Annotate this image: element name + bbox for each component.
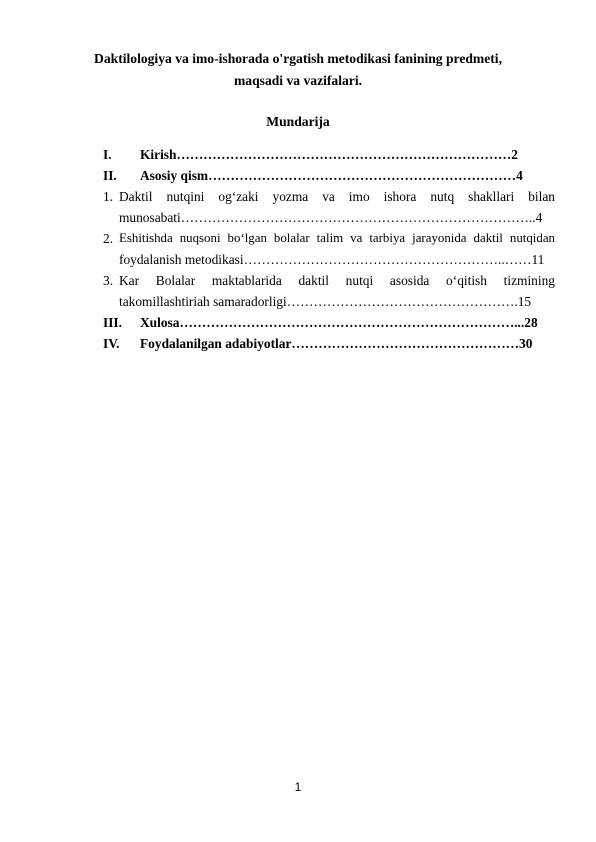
toc-entry-conclusion bbox=[103, 312, 555, 333]
toc-heading: Mundarija bbox=[266, 114, 330, 129]
toc-subentry-3-cont bbox=[103, 291, 555, 312]
toc-subentry-2 bbox=[103, 228, 555, 249]
toc-entry-intro bbox=[103, 144, 555, 165]
toc-text: Asosiy qism……………………………………………………………4 bbox=[140, 168, 523, 183]
toc-subentry-3 bbox=[103, 270, 555, 291]
toc-text: Foydalanilgan adabiyotlar……………………………………………30 bbox=[140, 336, 533, 351]
toc-subentry-2-cont bbox=[103, 249, 555, 270]
toc-text: Kirish…………………………………………………………………2 bbox=[140, 147, 518, 162]
toc-entry-references bbox=[103, 333, 555, 354]
toc-text-line-1: Daktil nutqini og‘zaki yozma va imo ishora nutq shakllari bilan bbox=[119, 189, 555, 204]
toc-text: Xulosa…………………………………………………………………...28 bbox=[140, 315, 538, 330]
toc-text-line-2: takomillashtiriah samaradorligi…………………………………………….15 bbox=[119, 294, 532, 309]
toc-number: 2. bbox=[103, 231, 114, 246]
title-line-1: Daktilologiya va imo-ishorada o'rgatish metodikasi fanining predmeti, bbox=[94, 51, 502, 66]
toc-number: I. bbox=[103, 147, 112, 162]
toc-number: 1. bbox=[103, 189, 114, 204]
document-title bbox=[60, 48, 536, 92]
toc-text-line-2: foydalanish metodikasi…………………………………………………..……11 bbox=[119, 252, 545, 267]
toc-number: III. bbox=[103, 315, 122, 330]
toc-text-line-1: Eshitishda nuqsoni bo‘lgan bolalar talim va tarbiya jarayonida daktil nutqidan bbox=[119, 231, 555, 245]
toc-number: IV. bbox=[103, 336, 120, 351]
toc-number: 3. bbox=[103, 273, 114, 288]
toc-text-line-1: Kar Bolalar maktablarida daktil nutqi asosida o‘qitish tizmining bbox=[119, 273, 555, 288]
table-of-contents bbox=[103, 144, 555, 354]
toc-text-line-2: munosabati……………………………………………………………………..4 bbox=[119, 210, 543, 225]
toc-number: II. bbox=[103, 168, 117, 183]
title-line-2: maqsadi va vazifalari. bbox=[233, 73, 362, 88]
toc-subentry-1-cont bbox=[103, 207, 555, 228]
page-number: 1 bbox=[294, 780, 302, 794]
toc-entry-main-part bbox=[103, 165, 555, 186]
toc-subentry-1 bbox=[103, 186, 555, 207]
